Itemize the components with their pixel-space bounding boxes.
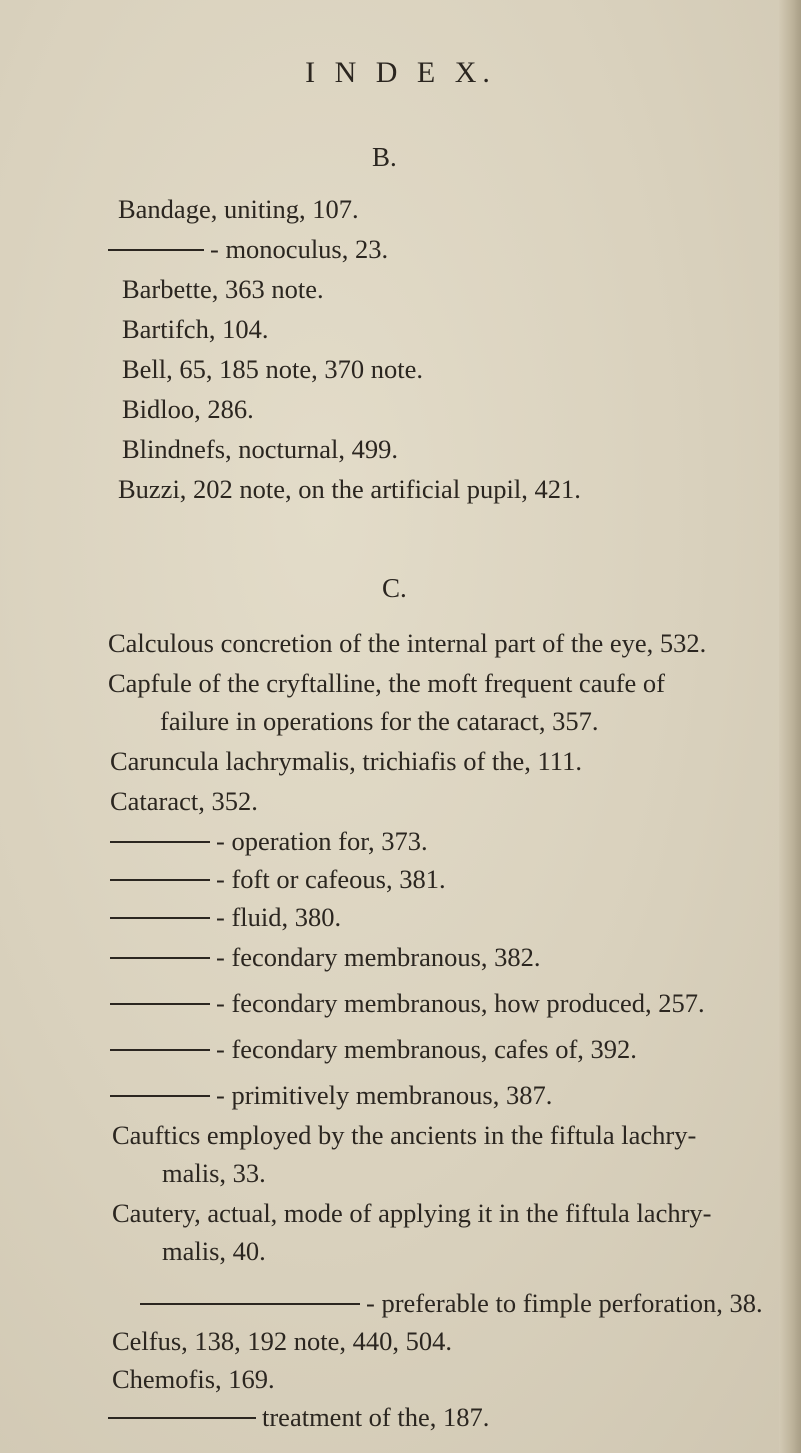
index-entry [110,944,541,971]
index-entry: Bell, 65, 185 note, 370 note. [122,354,424,384]
index-entry-text: - fecondary membranous, 382. [216,942,541,972]
index-entry: Chemofis, 169. [112,1364,275,1394]
index-entry: Bartifch, 104. [122,314,269,344]
index-entry [140,1290,763,1317]
index-entry-text: - monoculus, 23. [210,234,389,264]
index-entry-text: - preferable to fimple perforation, 38. [366,1288,763,1318]
index-entry: malis, 33. [162,1158,266,1188]
ditto-rule [140,1303,360,1305]
ditto-rule [110,1003,210,1005]
index-entry: Calculous concretion of the internal part of the eye, 532. [108,628,707,658]
page-edge [779,0,801,1453]
index-entry [110,1082,552,1109]
ditto-rule [110,879,210,881]
index-entry [108,1404,489,1431]
ditto-rule [110,1095,210,1097]
index-entry: Buzzi, 202 note, on the artificial pupil, 421. [118,474,581,504]
ditto-rule [110,957,210,959]
index-entry: Blindnefs, nocturnal, 499. [122,434,398,464]
ditto-rule [110,917,210,919]
index-entry-text: - operation for, 373. [216,826,428,856]
ditto-rule [110,841,210,843]
index-entry-text: - fecondary membranous, how produced, 257. [216,988,705,1018]
ditto-rule [110,1049,210,1051]
index-entry [110,828,428,855]
ditto-rule [108,249,204,251]
index-entry [110,990,705,1017]
index-entry: Barbette, 363 note. [122,274,324,304]
index-entry: Cauftics employed by the ancients in the fiftula lachry- [112,1120,697,1150]
index-entry-text: - fluid, 380. [216,902,342,932]
index-entry [108,236,388,263]
index-entry [110,866,446,893]
index-entry: Cataract, 352. [110,786,258,816]
index-entry: Bidloo, 286. [122,394,254,424]
index-entry: Caruncula lachrymalis, trichiafis of the, 111. [110,746,582,776]
section-letter-b: B. [372,142,397,172]
page-header: I N D E X. [305,56,496,89]
index-entry: failure in operations for the cataract, 357. [160,706,599,736]
index-entry [110,1036,637,1063]
index-entry: Cautery, actual, mode of applying it in the fiftula lachry- [112,1198,712,1228]
index-entry: Bandage, uniting, 107. [118,194,359,224]
ditto-rule [108,1417,256,1419]
index-entry-text: treatment of the, 187. [262,1402,490,1432]
index-entry-text: - primitively membranous, 387. [216,1080,553,1110]
index-entry: malis, 40. [162,1236,266,1266]
index-entry: Celfus, 138, 192 note, 440, 504. [112,1326,453,1356]
index-entry-text: - fecondary membranous, cafes of, 392. [216,1034,637,1064]
index-entry [110,904,341,931]
index-entry: Capfule of the cryftalline, the moft frequent caufe of [108,668,665,698]
index-entry-text: - foft or cafeous, 381. [216,864,446,894]
section-letter-c: C. [382,573,407,603]
